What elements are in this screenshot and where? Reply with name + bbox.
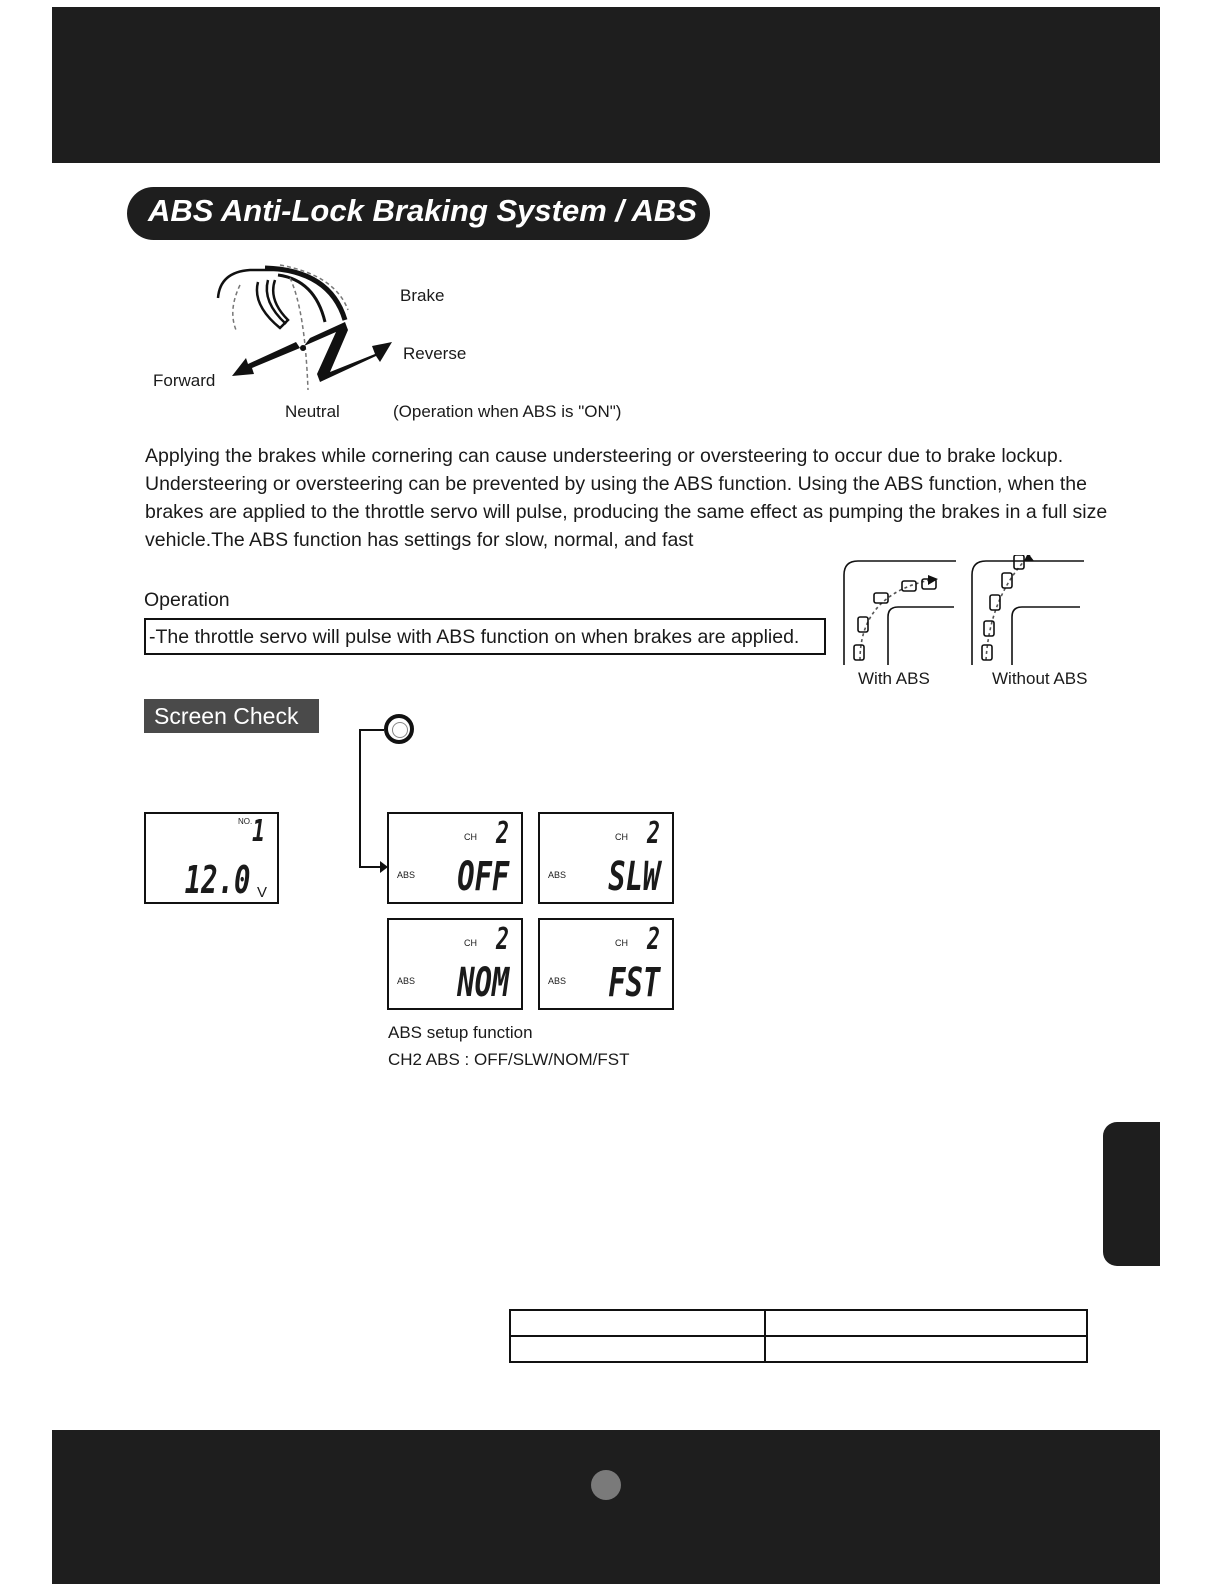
empty-table [509, 1309, 1088, 1363]
lcd-ch-label: CH [464, 938, 477, 948]
lcd-ch-label: CH [615, 938, 628, 948]
select-button-icon[interactable] [384, 714, 414, 744]
lcd-ch-number: 2 [646, 816, 660, 851]
lcd-ch-label: CH [615, 832, 628, 842]
lcd-abs-value: OFF [456, 854, 509, 900]
footer-bar [52, 1430, 1160, 1584]
label-forward: Forward [153, 371, 216, 390]
lcd-abs-value: NOM [456, 960, 509, 1006]
lcd-voltage: 12.0 [185, 858, 251, 902]
setup-info [388, 1019, 630, 1073]
lcd-abs-fst [538, 918, 674, 1010]
label-reverse: Reverse [403, 344, 467, 363]
setup-line-1: ABS setup function [388, 1023, 533, 1042]
abs-comparison-illustration [840, 555, 1090, 667]
table-row [510, 1336, 1087, 1362]
lcd-abs-label: ABS [397, 976, 416, 986]
lcd-abs-label: ABS [548, 976, 567, 986]
trigger-diagram [140, 250, 500, 420]
page-number-dot [591, 1470, 621, 1500]
section-title: ABS Anti-Lock Braking System / ABS [148, 193, 697, 228]
lcd-abs-label: ABS [397, 870, 416, 880]
without-abs-road-icon [972, 555, 1084, 665]
trigger-icon [218, 268, 345, 328]
table-cell [510, 1310, 765, 1336]
lcd-abs-nom [387, 918, 523, 1010]
lcd-abs-label: ABS [548, 870, 567, 880]
label-neutral: Neutral [285, 402, 340, 421]
label-with-abs: With ABS [858, 669, 930, 688]
lcd-main-screen [144, 812, 279, 904]
lcd-abs-slw [538, 812, 674, 904]
screen-check-badge: Screen Check [144, 699, 319, 733]
setup-line-2: CH2 ABS : OFF/SLW/NOM/FST [388, 1050, 630, 1069]
z-motion-arrow-icon [232, 322, 392, 382]
table-row [510, 1310, 1087, 1336]
description-text: Applying the brakes while cornering can cause understeering or oversteering to occur due to brake lockup. Understeering or oversteering can be prevented by using the ABS function. Using the ABS function, when the brakes are applied to the throttle servo will pulse, producing the same effect as pumping the brakes in a full size vehicle.The ABS function has settings for slow, normal, and fast [145, 445, 1108, 551]
label-operation-note: (Operation when ABS is "ON") [393, 402, 622, 421]
lcd-abs-value: SLW [607, 854, 660, 900]
side-thumb-tab[interactable] [1103, 1122, 1160, 1266]
with-abs-road-icon [844, 561, 956, 665]
label-without-abs: Without ABS [992, 669, 1088, 688]
lcd-abs-value: FST [607, 960, 660, 1006]
lcd-no-label: NO. [238, 817, 253, 826]
header-bar [52, 7, 1160, 163]
table-cell [510, 1336, 765, 1362]
operation-text: -The throttle servo will pulse with ABS function on when brakes are applied. [149, 626, 800, 648]
lcd-model-number: 1 [251, 814, 265, 849]
label-brake: Brake [400, 286, 445, 305]
lcd-ch-label: CH [464, 832, 477, 842]
lcd-voltage-unit: V [256, 884, 267, 901]
table-cell [765, 1310, 1087, 1336]
lcd-ch-number: 2 [495, 922, 509, 957]
lcd-ch-number: 2 [495, 816, 509, 851]
lcd-ch-number: 2 [646, 922, 660, 957]
table-cell [765, 1336, 1087, 1362]
lcd-abs-off [387, 812, 523, 904]
operation-label: Operation [144, 589, 230, 611]
